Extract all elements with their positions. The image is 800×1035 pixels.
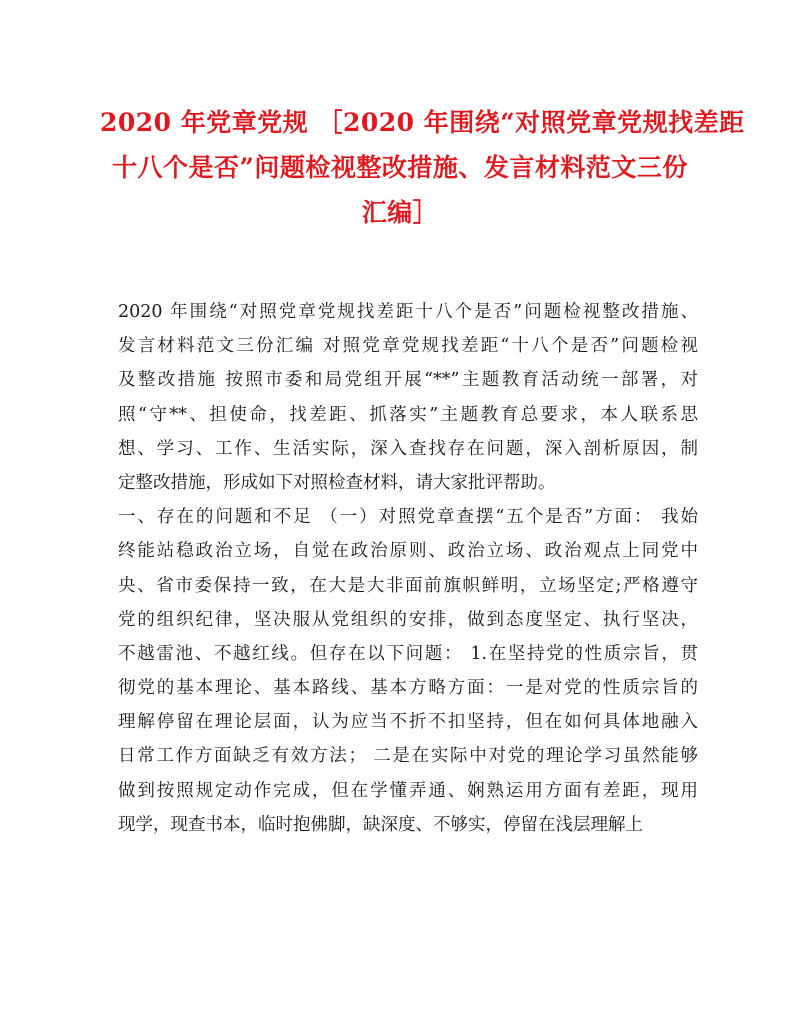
body-line: 现学，现查书本，临时抱佛脚，缺深度、不够实，停留在浅层理解上 <box>118 814 643 835</box>
body-line: 及整改措施 按照市委和局党组开展“**”主题教育活动统一部署，对 <box>118 370 698 391</box>
body-line: 发言材料范文三份汇编 对照党章党规找差距“十八个是否”问题检视 <box>118 336 698 357</box>
body-line: 终能站稳政治立场，自觉在政治原则、政治立场、政治观点上同党中 <box>118 541 698 562</box>
body-line: 做到按照规定动作完成，但在学懂弄通、娴熟运用方面有差距，现用 <box>118 780 698 801</box>
body-line: 日常工作方面缺乏有效方法； 二是在实际中对党的理论学习虽然能够 <box>118 746 698 767</box>
body-line: 照“守**、担使命，找差距、抓落实”主题教育总要求，本人联系思 <box>118 404 698 425</box>
body-line: 2020 年围绕“对照党章党规找差距十八个是否”问题检视整改措施、 <box>118 302 698 322</box>
body-line: 彻党的基本理论、基本路线、基本方略方面：一是对党的性质宗旨的 <box>118 678 698 699</box>
title-line-3: 汇编］ <box>361 198 439 227</box>
body-line: 党的组织纪律，坚决服从党组织的安排，做到态度坚定、执行坚决， <box>118 609 698 630</box>
body-line: 一、存在的问题和不足 （一）对照党章查摆“五个是否”方面： 我始 <box>118 507 698 528</box>
body-line: 理解停留在理论层面，认为应当不折不扣坚持，但在如何具体地融入 <box>118 712 698 733</box>
body-line: 央、省市委保持一致，在大是大非面前旗帜鲜明，立场坚定;严格遵守 <box>118 575 698 596</box>
body-line: 定整改措施，形成如下对照检查材料，请大家批评帮助。 <box>118 472 556 493</box>
title-line-1: 2020 年党章党规 ［2020 年围绕“对照党章党规找差距 <box>100 108 745 137</box>
body-line: 不越雷池、不越红线。但存在以下问题： 1.在坚持党的性质宗旨，贯 <box>118 643 698 664</box>
document-title <box>100 100 745 235</box>
title-line-2: 十八个是否”问题检视整改措施、发言材料范文三份 <box>112 153 688 182</box>
body-line: 想、学习、工作、生活实际，深入查找存在问题，深入剖析原因，制 <box>118 438 698 459</box>
document-body <box>118 295 698 842</box>
